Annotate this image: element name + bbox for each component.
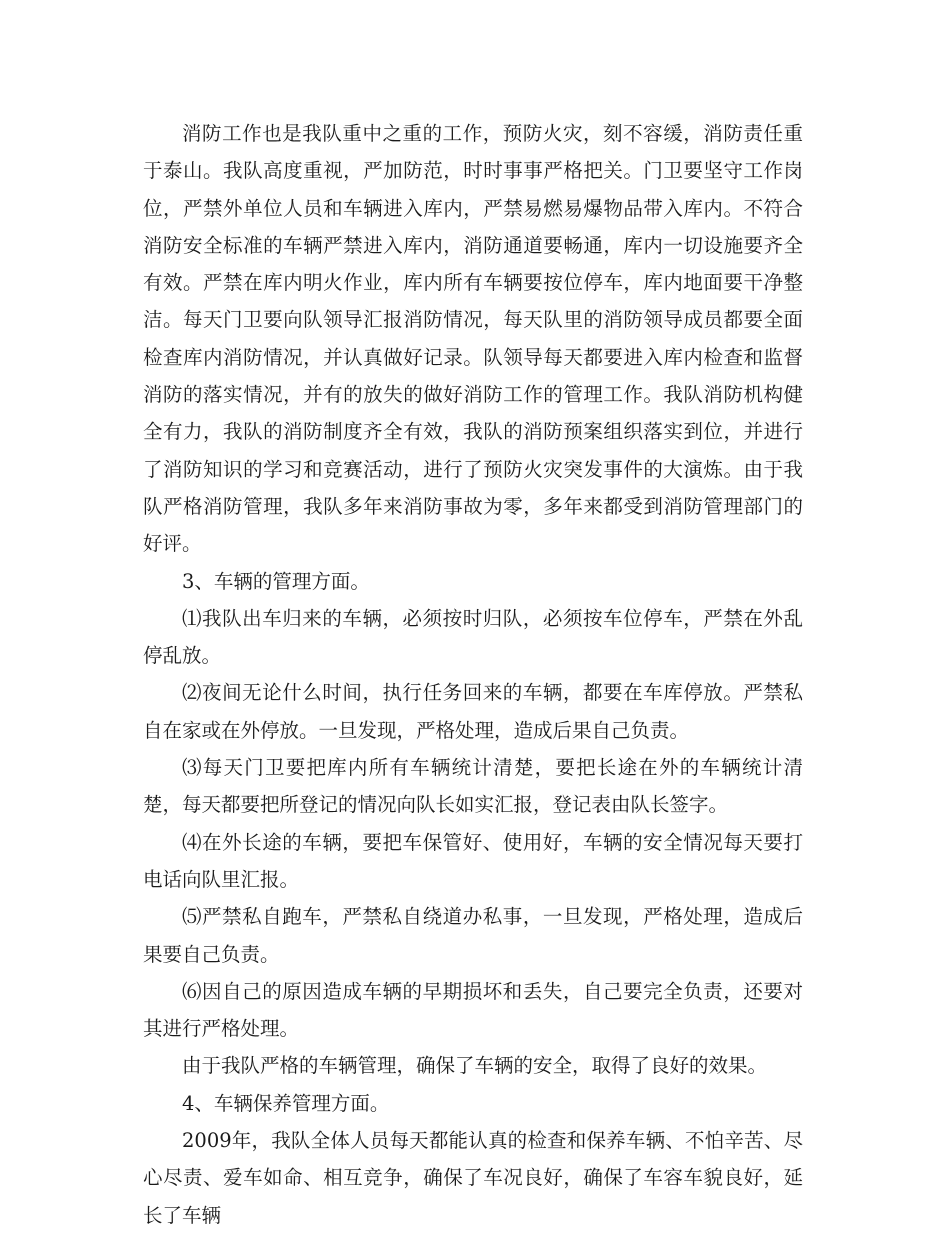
paragraph-fire-safety: 消防工作也是我队重中之重的工作，预防火灾，刻不容缓，消防责任重于泰山。我队高度重视，严加防范，时时事事严格把关。门卫要坚守工作岗位，严禁外单位人员和车辆进入库内，严禁易燃易爆物品带入库内。不符合消防安全标准的车辆严禁进入库内，消防通道要畅通，库内一切设施要齐全有效。严禁在库内明火作业，库内所有车辆要按位停车，库内地面要干净整洁。每天门卫要向队领导汇报消防情况，每天队里的消防领导成员都要全面检查库内消防情况，并认真做好记录。队领导每天都要进入库内检查和监督消防的落实情况，并有的放失的做好消防工作的管理工作。我队消防机构健全有力，我队的消防制度齐全有效，我队的消防预案组织落实到位，并进行了消防知识的学习和竞赛活动，进行了预防火灾突发事件的大演炼。由于我队严格消防管理，我队多年来消防事故为零，多年来都受到消防管理部门的好评。 (143, 122, 803, 556)
paragraph-rule-6: ⑹因自己的原因造成车辆的早期损坏和丢失，自己要完全负责，还要对其进行严格处理。 (143, 979, 803, 1041)
paragraph-rule-4: ⑷在外长途的车辆，要把车保管好、使用好，车辆的安全情况每天要打电话向队里汇报。 (143, 830, 803, 891)
paragraph-rule-5: ⑸严禁私自跑车，严禁私自绕道办私事，一旦发现，严格处理，造成后果要自己负责。 (143, 905, 803, 966)
paragraph-rule-1: ⑴我队出车归来的车辆，必须按时归队，必须按车位停车，严禁在外乱停乱放。 (143, 606, 803, 668)
section-heading-vehicle-management: 3、车辆的管理方面。 (182, 569, 370, 593)
paragraph-maintenance-2009: 2009年，我队全体人员每天都能认真的检查和保养车辆、不怕辛苦、尽心尽责、爱车如命、相互竞争，确保了车况良好，确保了车容车貌良好，延长了车辆 (143, 1129, 803, 1227)
paragraph-rule-3: ⑶每天门卫要把库内所有车辆统计清楚，要把长途在外的车辆统计清楚，每天都要把所登记的情况向队长如实汇报，登记表由队长签字。 (143, 756, 803, 817)
document-body (143, 115, 803, 1234)
paragraph-rule-2: ⑵夜间无论什么时间，执行任务回来的车辆，都要在车库停放。严禁私自在家或在外停放。一旦发现，严格处理，造成后果自己负责。 (143, 681, 803, 742)
section-heading-maintenance: 4、车辆保养管理方面。 (182, 1091, 390, 1115)
paragraph-vehicle-summary: 由于我队严格的车辆管理，确保了车辆的安全，取得了良好的效果。 (182, 1054, 768, 1078)
